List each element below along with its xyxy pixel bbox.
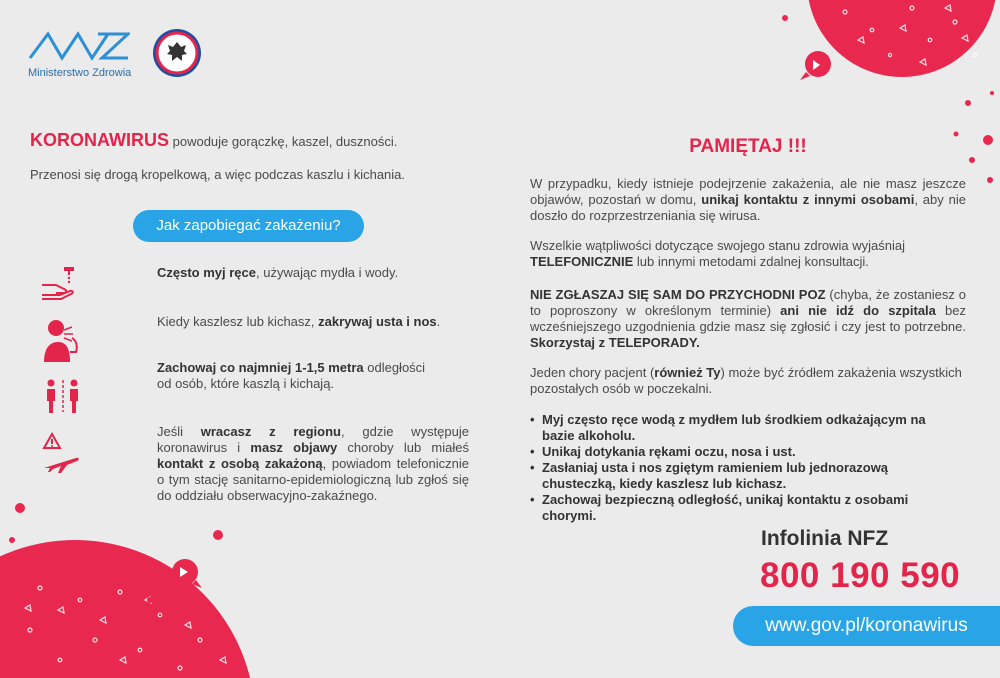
headline-rest: powoduje gorączkę, kaszel, duszności. [169,134,398,149]
p2-post: lub innymi metodami zdalnej konsultacji. [633,254,869,269]
advice-list [530,412,930,524]
tip-travel-t3: choroby lub miałeś [337,440,469,455]
p1-bold: unikaj kontaktu z innymi osobami [701,192,915,207]
tip-distance-line2: od osób, które kaszlą i kichają. [157,376,335,391]
tip-cough-post: . [436,314,441,329]
headline-keyword: KORONAWIRUS [30,130,169,150]
right-paragraph-1 [530,176,966,224]
hotline-number[interactable]: 800 190 590 [760,556,961,595]
distance-people-icon [45,378,81,414]
p4-bold: również Ty [654,365,721,380]
tip-travel-b1: wracasz z regionu [200,424,341,439]
tip-distance-rest: odległości [363,360,426,375]
tip-travel-t1: Jeśli [157,424,201,439]
right-paragraph-4 [530,365,970,397]
p3-b1: NIE ZGŁASZAJ SIĘ SAM DO PRZYCHODNI POZ [530,287,826,302]
right-paragraph-3 [530,287,966,351]
advice-item: • Myj często ręce wodą z mydłem lub środkiem odkażającym na bazie alkoholu. [530,412,930,444]
website-link[interactable]: www.gov.pl/koronawirus [733,606,1000,646]
advice-item: • Unikaj dotykania rękami oczu, nosa i ust. [530,444,930,460]
p4-post: ) może być źródłem zakażenia wszystkich pozostałych osób w poczekalni. [530,365,962,396]
tip-wash-rest: , używając mydła i wody. [256,265,399,280]
tip-cough-bold: zakrywaj usta i nos [318,314,437,329]
sanepid-seal-icon [152,28,202,78]
p4-pre: Jeden chory pacjent ( [530,365,655,380]
tip-cough-pre: Kiedy kaszlesz lub kichasz, [157,314,319,329]
ministry-logo-text: Ministerstwo Zdrowia [28,67,132,79]
tip-cough [157,314,457,330]
hand-washing-icon [40,265,80,301]
tip-travel-t4: , powiadom telefonicznie o tym stację sanitarno-epidemiologiczną lub zgłoś się do oddziału obserwacyjno-zakaźnego. [157,456,469,503]
p3-b3: Skorzystaj z TELEPORADY. [530,335,700,350]
tip-wash [157,265,457,281]
decor-circle-bottom-left [0,540,255,678]
tip-wash-bold: Często myj ręce [157,265,256,280]
prevention-heading-pill: Jak zapobiegać zakażeniu? [133,210,364,242]
p3-t1: (chyba, że zostaniesz o to poproszony w określonym terminie) [530,287,966,318]
p2-bold: TELEFONICZNIE [530,254,634,269]
tip-travel-t2: , gdzie występuje koronawirus i [157,424,469,455]
ministry-logo [28,28,131,79]
transmission-text: Przenosi się drogą kropelkową, a więc podczas kaszlu i kichania. [30,167,406,182]
advice-item: • Zachowaj bezpieczną odległość, unikaj kontaktu z osobami chorymi. [530,492,930,524]
p3-b2: ani nie idź do szpitala [780,303,936,318]
warning-plane-icon [40,432,82,474]
p3-t2: bez wcześniejszego uzgodnienia gdzie masz się zgłosić i czy jest to potrzebne. [530,303,966,334]
coughing-person-icon [42,318,84,362]
headline [30,130,450,151]
tip-travel-b2: masz objawy [250,440,338,455]
tip-distance [157,360,457,392]
p2-pre: Wszelkie wątpliwości dotyczące swojego stanu zdrowia wyjaśniaj [530,238,905,253]
advice-item: • Zasłaniaj usta i nos zgiętym ramieniem lub jednorazową chusteczką, kiedy kaszlesz lub kichasz. [530,460,930,492]
remember-title: PAMIĘTAJ !!! [689,136,807,157]
sanepid-logo [152,28,202,78]
right-paragraph-2 [530,238,966,270]
tip-travel-b3: kontakt z osobą zakażoną [157,456,323,471]
p1-post: , aby nie doszło do rozprzestrzeniania się wirusa. [530,192,966,223]
p1-pre: W przypadku, kiedy istnieje podejrzenie zakażenia, ale nie masz jeszcze objawów, pozostań w domu, [530,176,966,207]
hotline-label: Infolinia NFZ [761,527,889,550]
ministry-logo-mark [28,28,130,62]
decor-circle-top-right [807,0,997,77]
tip-travel [157,424,469,504]
tip-distance-bold: Zachowaj co najmniej 1-1,5 metra [157,360,364,375]
